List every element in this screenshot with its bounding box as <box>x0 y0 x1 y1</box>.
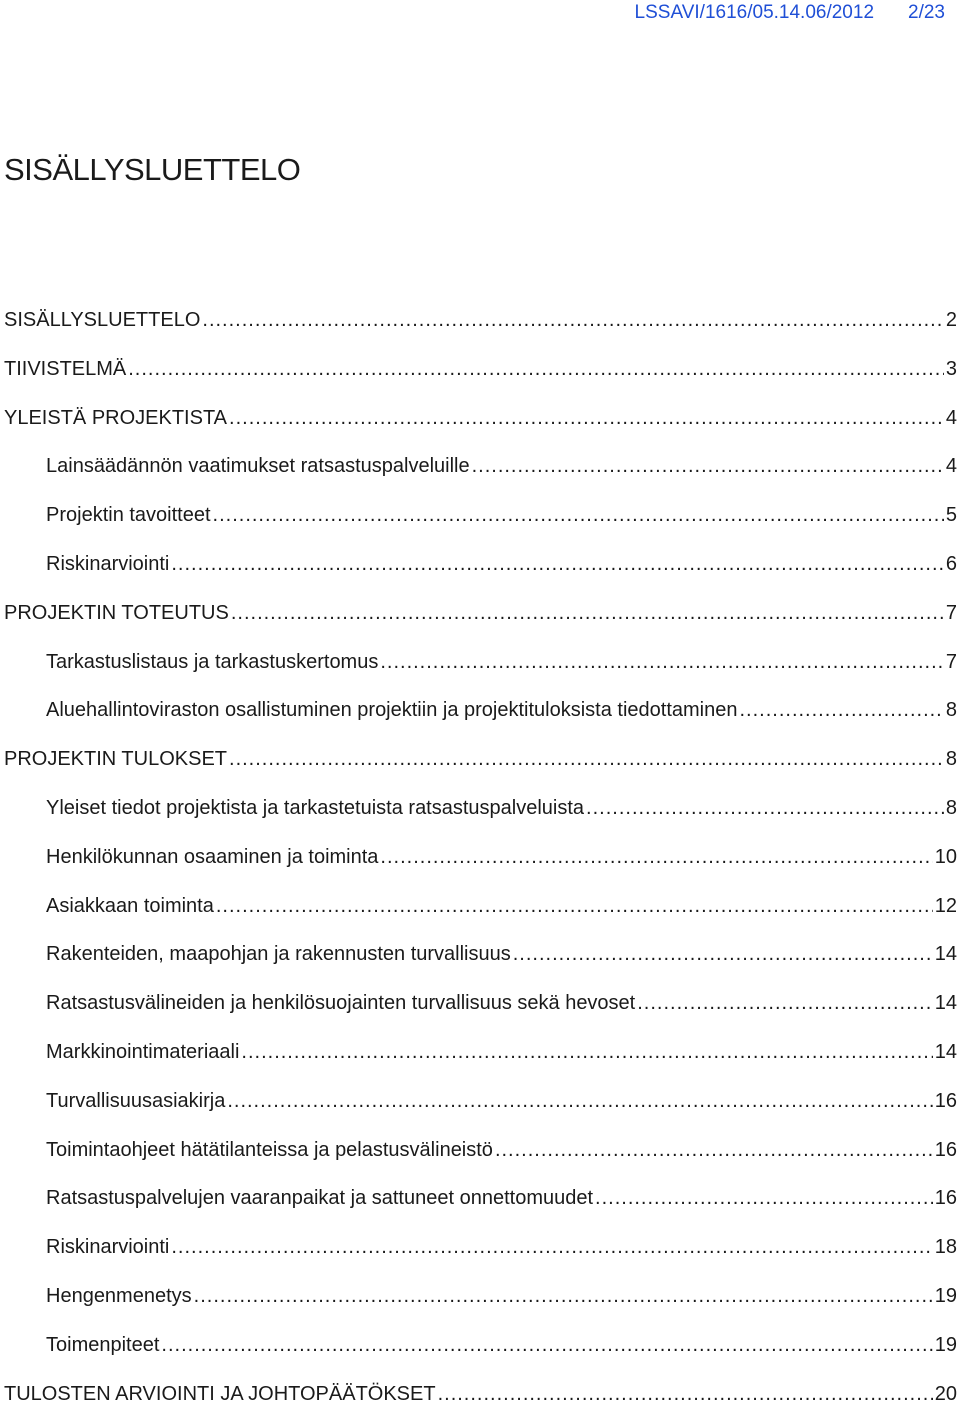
toc-dot-leader <box>241 1028 932 1076</box>
toc-dot-leader <box>586 784 944 832</box>
table-of-contents <box>4 296 957 1418</box>
toc-entry[interactable] <box>4 1223 957 1272</box>
toc-entry-label: Riskinarviointi <box>46 552 170 575</box>
toc-entry[interactable] <box>4 540 957 589</box>
toc-entry-page: 8 <box>945 796 957 819</box>
toc-entry[interactable] <box>4 1174 957 1223</box>
toc-entry-page: 4 <box>945 406 957 429</box>
toc-entry-label: TULOSTEN ARVIOINTI JA JOHTOPÄÄTÖKSET <box>4 1382 436 1405</box>
toc-dot-leader <box>595 1174 933 1222</box>
toc-entry-page: 20 <box>934 1382 957 1405</box>
toc-entry-page: 19 <box>934 1333 957 1356</box>
toc-entry-page: 8 <box>945 748 957 771</box>
toc-dot-leader <box>227 1077 932 1125</box>
toc-dot-leader <box>513 930 933 978</box>
toc-entry-page: 19 <box>934 1284 957 1307</box>
toc-entry-label: PROJEKTIN TULOKSET <box>4 748 228 771</box>
toc-dot-leader <box>171 540 944 588</box>
toc-dot-leader <box>128 345 944 393</box>
toc-dot-leader <box>472 442 944 490</box>
toc-dot-leader <box>216 882 933 930</box>
toc-entry-label: Rakenteiden, maapohjan ja rakennusten turvallisuus <box>46 943 511 966</box>
toc-dot-leader <box>495 1126 933 1174</box>
toc-entry[interactable] <box>4 296 957 345</box>
toc-entry-label: Yleiset tiedot projektista ja tarkastetuista ratsastuspalveluista <box>46 796 585 819</box>
toc-entry-label: Markkinointimateriaali <box>46 1040 240 1063</box>
toc-dot-leader <box>380 833 932 881</box>
toc-dot-leader <box>380 638 944 686</box>
toc-dot-leader <box>637 979 933 1027</box>
toc-entry[interactable] <box>4 735 957 784</box>
toc-entry-page: 7 <box>945 650 957 673</box>
toc-entry-page: 12 <box>934 894 957 917</box>
toc-entry[interactable] <box>4 1077 957 1126</box>
toc-entry[interactable] <box>4 784 957 833</box>
toc-entry[interactable] <box>4 1126 957 1175</box>
toc-entry-label: Toimintaohjeet hätätilanteissa ja pelastusvälineistö <box>46 1138 493 1161</box>
toc-entry[interactable] <box>4 882 957 931</box>
toc-entry-label: PROJEKTIN TOTEUTUS <box>4 601 229 624</box>
toc-dot-leader <box>161 1321 932 1369</box>
toc-dot-leader <box>231 589 944 637</box>
toc-entry-label: SISÄLLYSLUETTELO <box>4 309 201 331</box>
toc-entry[interactable] <box>4 345 957 394</box>
toc-entry-label: TIIVISTELMÄ <box>4 357 127 380</box>
toc-entry[interactable] <box>4 589 957 638</box>
toc-entry[interactable] <box>4 979 957 1028</box>
toc-entry-label: Riskinarviointi <box>46 1236 170 1259</box>
toc-entry-page: 18 <box>934 1236 957 1259</box>
toc-entry-label: Turvallisuusasiakirja <box>46 1089 226 1112</box>
toc-entry-page: 6 <box>945 552 957 575</box>
toc-entry-page: 16 <box>934 1138 957 1161</box>
toc-entry-page: 14 <box>934 943 957 966</box>
toc-entry-label: Hengenmenetys <box>46 1284 192 1307</box>
toc-entry-page: 8 <box>945 699 957 722</box>
page-header <box>635 2 945 24</box>
toc-entry[interactable] <box>4 491 957 540</box>
toc-dot-leader <box>229 394 944 442</box>
toc-entry-page: 14 <box>934 992 957 1015</box>
toc-entry-page: 7 <box>945 601 957 624</box>
toc-entry[interactable] <box>4 638 957 687</box>
page-number: 2/23 <box>908 2 945 23</box>
toc-entry[interactable] <box>4 1370 957 1418</box>
toc-entry[interactable] <box>4 442 957 491</box>
page-title: SISÄLLYSLUETTELO <box>4 152 301 187</box>
document-reference: LSSAVI/1616/05.14.06/2012 <box>634 2 875 23</box>
toc-entry-page: 3 <box>945 357 957 380</box>
toc-dot-leader <box>171 1223 932 1271</box>
toc-entry-label: Asiakkaan toiminta <box>46 894 214 917</box>
toc-dot-leader <box>202 296 943 344</box>
toc-entry-page: 4 <box>945 455 957 478</box>
toc-entry[interactable] <box>4 1028 957 1077</box>
toc-entry-label: Henkilökunnan osaaminen ja toiminta <box>46 845 379 868</box>
toc-entry-page: 10 <box>934 845 957 868</box>
toc-entry-label: Tarkastuslistaus ja tarkastuskertomus <box>46 650 379 673</box>
toc-entry-page: 16 <box>934 1187 957 1210</box>
toc-entry-label: Ratsastusvälineiden ja henkilösuojainten turvallisuus sekä hevoset <box>46 992 636 1015</box>
toc-entry-page: 14 <box>934 1040 957 1063</box>
toc-dot-leader <box>213 491 944 539</box>
toc-dot-leader <box>194 1272 933 1320</box>
toc-entry[interactable] <box>4 394 957 443</box>
toc-entry-page: 2 <box>945 309 957 331</box>
toc-entry-label: Aluehallintoviraston osallistuminen projektiin ja projektituloksista tiedottaminen <box>46 699 738 722</box>
toc-entry[interactable] <box>4 686 957 735</box>
toc-entry-label: Projektin tavoitteet <box>46 504 211 527</box>
toc-entry[interactable] <box>4 930 957 979</box>
toc-entry[interactable] <box>4 1272 957 1321</box>
toc-entry-page: 5 <box>945 504 957 527</box>
toc-dot-leader <box>739 686 943 734</box>
toc-entry-page: 16 <box>934 1089 957 1112</box>
toc-entry-label: Lainsäädännön vaatimukset ratsastuspalveluille <box>46 455 470 478</box>
toc-entry[interactable] <box>4 1321 957 1370</box>
toc-entry[interactable] <box>4 833 957 882</box>
toc-entry-label: YLEISTÄ PROJEKTISTA <box>4 406 228 429</box>
toc-dot-leader <box>438 1370 933 1418</box>
toc-entry-label: Toimenpiteet <box>46 1333 160 1356</box>
toc-dot-leader <box>229 735 944 783</box>
toc-entry-label: Ratsastuspalvelujen vaaranpaikat ja sattuneet onnettomuudet <box>46 1187 594 1210</box>
